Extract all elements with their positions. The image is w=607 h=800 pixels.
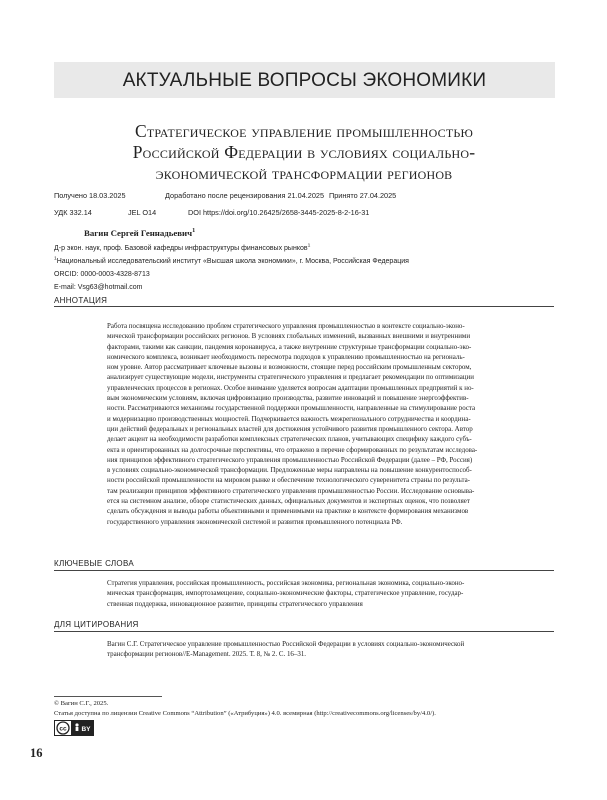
title-line: Стратегическое управление промышленностью xyxy=(54,121,554,142)
license-notice[interactable]: Статья доступна по лицензии Creative Commons “Attribution” («Атрибуция») 4.0. всемирная (http://creativecommons.org/licenses/by/4.0/). xyxy=(54,710,436,717)
by-badge-text: BY xyxy=(81,726,91,733)
author-orcid[interactable]: ORCID: 0000-0003-4328-8713 xyxy=(54,271,150,278)
abstract-line: екта и ориентированных на долгосрочные перспективы, что отражено в перечне сформированных по результатам исследова- xyxy=(107,445,554,455)
abstract-line: в условиях социально-экономической трансформации. Предложенные меры направлены на повышение конкурентоспособ- xyxy=(107,465,554,475)
keywords-line: ственная поддержка, инновационное развитие, принципы стратегического управления xyxy=(107,599,554,609)
cc-by-license-icon[interactable] xyxy=(54,720,94,736)
title-line: экономической трансформации регионов xyxy=(54,163,554,184)
abstract-line: анализирует существующие модели, инструменты стратегического управления и предлагает рекомендации по оптимизации xyxy=(107,372,554,382)
abstract-line: Работа посвящена исследованию проблем стратегического управления промышленностью в контексте социально-эконо- xyxy=(107,321,554,331)
divider xyxy=(54,631,554,632)
abstract-line: ции действий федеральных и региональных властей для достижения устойчивого развития промышленного сектора. Автор xyxy=(107,424,554,434)
author-name-block xyxy=(84,228,195,238)
abstract-line: номического комплекса, возникает необходимость пересмотра подходов к управлению промышленностью на региональ- xyxy=(107,352,554,362)
author-affiliation: 1Национальный исследовательский институт «Высшая школа экономики», г. Москва, Российская Федерация xyxy=(54,258,409,265)
abstract-line: управленческих процессов в регионах. Особое внимание уделяется вопросам адаптации промышленных предприятий к но- xyxy=(107,383,554,393)
accepted-date: Принято 27.04.2025 xyxy=(329,191,396,200)
abstract-line: ности российской промышленности на мировом рынке и обеспечение технологического суверенитета страны по результа- xyxy=(107,475,554,485)
citation-line: Вагин С.Г. Стратегическое управление промышленностью Российской Федерации в условиях социально-экономической xyxy=(107,639,554,649)
author-email[interactable]: E-mail: Vsg63@hotmail.com xyxy=(54,284,142,291)
abstract-line: государственного управления экономической системой и развития промышленного потенциала РФ. xyxy=(107,517,554,527)
abstract-line: вым экономическим условиям, включая цифровизацию производства, развитие инноваций и повышение энергоэффектив- xyxy=(107,393,554,403)
footnote-divider xyxy=(54,696,162,697)
keywords-text xyxy=(107,578,554,609)
abstract-line: и модернизацию производственных мощностей. Подчеркивается важность межрегионального сотрудничества и координа- xyxy=(107,414,554,424)
abstract-line: факторами, такими как санкции, пандемия коронавируса, а также внутренние структурные трансформации социально-эко- xyxy=(107,342,554,352)
section-title: АКТУАЛЬНЫЕ ВОПРОСЫ ЭКОНОМИКИ xyxy=(54,70,555,92)
abstract-line: ния принципов эффективного стратегического управления промышленностью Российской Федерации (далее – РФ, Россия) xyxy=(107,455,554,465)
article-title xyxy=(54,121,554,184)
person-icon xyxy=(75,723,78,726)
keywords-line: мическая трансформация, импортозамещение, социально-экономические факторы, стратегическое управление, государ- xyxy=(107,588,554,598)
copyright-notice: © Вагин С.Г., 2025. xyxy=(54,700,108,707)
keywords-heading: КЛЮЧЕВЫЕ СЛОВА xyxy=(54,559,134,568)
section-header-band xyxy=(54,62,555,98)
abstract-line: делает акцент на необходимости разработки комплексных стратегических планов, учитывающих специфику каждого субъ- xyxy=(107,434,554,444)
abstract-line: там реализации принципов эффективного стратегического управления промышленностью России. Исследование основыва- xyxy=(107,486,554,496)
divider xyxy=(54,570,554,571)
title-line: Российской Федерации в условиях социально- xyxy=(54,142,554,163)
page-number: 16 xyxy=(30,746,43,761)
journal-page xyxy=(0,0,607,800)
abstract-line: мической трансформации российских регионов. В условиях глобальных изменений, вызванных внешними и внутренними xyxy=(107,331,554,341)
received-date: Получено 18.03.2025 xyxy=(54,191,126,200)
cc-badge-text: cc xyxy=(59,726,67,733)
abstract-heading: АННОТАЦИЯ xyxy=(54,296,107,305)
doi-link[interactable]: DOI https://doi.org/10.26425/2658-3445-2025-8-2-16-31 xyxy=(188,208,369,217)
abstract-line: ется на системном анализе, обзоре статистических данных, официальных документов и экспертных оценок, что позволяет xyxy=(107,496,554,506)
abstract-line: ности. Рассматриваются механизмы государственной поддержки промышленности, направленные на стимулирование роста xyxy=(107,403,554,413)
divider xyxy=(54,306,554,307)
author-name: Вагин Сергей Геннадьевич xyxy=(84,228,192,238)
abstract-text xyxy=(107,321,554,527)
udc-code: УДК 332.14 xyxy=(54,208,92,217)
citation-heading: ДЛЯ ЦИТИРОВАНИЯ xyxy=(54,620,139,629)
jel-code: JEL O14 xyxy=(128,208,156,217)
citation-line: трансформации регионов//E-Management. 2025. Т. 8, № 2. С. 16–31. xyxy=(107,649,554,659)
abstract-line: ном уровне. Автор рассматривает ключевые вызовы и возможности, стоящие перед российским промышленным сектором, xyxy=(107,362,554,372)
revised-date: Доработано после рецензирования 21.04.2025 xyxy=(165,191,324,200)
author-degree: Д-р экон. наук, проф. Базовой кафедры инфраструктуры финансовых рынков1 xyxy=(54,245,310,252)
keywords-line: Стратегия управления, российская промышленность, российская экономика, региональная экономика, социально-эконо- xyxy=(107,578,554,588)
author-sup: 1 xyxy=(192,228,195,234)
abstract-line: сделать обсуждения и выводы работы объективными и применимыми на практике в контексте формирования механизмов xyxy=(107,506,554,516)
citation-text xyxy=(107,639,554,660)
